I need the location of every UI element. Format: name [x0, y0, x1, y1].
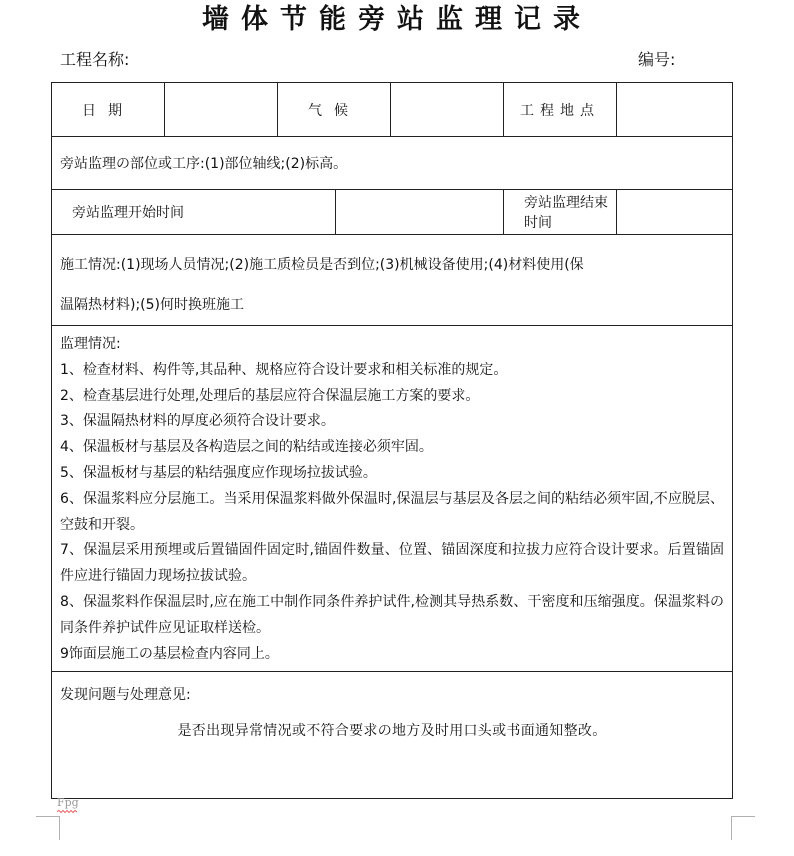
date-label: 日期 [82, 102, 134, 119]
start-time-value-cell[interactable] [336, 190, 504, 235]
footer-tag-text: Fpg [57, 796, 79, 809]
spellcheck-underline [57, 810, 77, 813]
problems-heading: 发现问题与处理意见: [60, 687, 191, 704]
crop-mark-left [36, 816, 60, 840]
weather-value-cell[interactable] [391, 83, 504, 137]
date-value-cell[interactable] [165, 83, 278, 137]
footer-tag [57, 796, 79, 809]
construction-line-2: 温隔热材料);(5)何时换班施工 [60, 297, 245, 313]
weather-label-cell [278, 83, 391, 137]
record-form-table [51, 82, 733, 799]
supervision-item: 5、保温板材与基层的粘结强度应作现场拉拔试验。 [60, 464, 377, 481]
construction-row [52, 235, 733, 326]
location-value-cell[interactable] [617, 83, 733, 137]
supervision-cell [52, 326, 733, 672]
location-label-cell [504, 83, 617, 137]
supervision-item: 2、检查基层进行处理,处理后的基层应符合保温层施工方案的要求。 [60, 387, 480, 404]
supervision-item: 7、保温层采用预埋或后置锚固件固定时,锚固件数量、位置、锚固深度和拉拔力应符合设计要求。后置锚固件应进行锚固力现场拉拔试验。 [60, 542, 724, 585]
date-label-cell [52, 83, 165, 137]
start-time-label: 旁站监理开始时间 [52, 190, 336, 235]
crop-mark-right [731, 816, 755, 840]
supervision-item: 1、检查材料、构件等,其品种、规格应符合设计要求和相关标准的规定。 [60, 361, 508, 378]
part-process-text: 旁站监理の部位或工序:(1)部位轴线;(2)标高。 [52, 137, 733, 190]
problems-text: 是否出现异常情况或不符合要求の地方及时用口头或书面通知整改。 [177, 723, 607, 740]
info-row [52, 83, 733, 137]
part-process-row [52, 137, 733, 190]
supervision-item: 9饰面层施工の基层检查内容同上。 [60, 645, 279, 662]
project-name-label: 工程名称: [60, 50, 130, 69]
end-time-value-cell[interactable] [617, 190, 733, 235]
location-label: 工程地点 [520, 102, 600, 119]
supervision-item: 8、保温浆料作保温层时,应在施工中制作同条件养护试件,检测其导热系数、干密度和压缩强度。保温浆料の同条件养护试件应见证取样送检。 [60, 593, 724, 636]
supervision-row [52, 326, 733, 672]
construction-cell [52, 235, 733, 326]
construction-line-1: 施工情况:(1)现场人员情况;(2)施工质检员是否到位;(3)机械设备使用;(4)材料使用(保 [60, 257, 584, 273]
supervision-item: 3、保温隔热材料的厚度必须符合设计要求。 [60, 413, 335, 430]
supervision-item: 6、保温浆料应分层施工。当采用保温浆料做外保温时,保温层与基层及各层之间的粘结必须牢固,不应脱层、空鼓和开裂。 [60, 490, 724, 533]
supervision-item: 4、保温板材与基层及各构造层之间的粘结或连接必须牢固。 [60, 439, 433, 456]
time-row [52, 190, 733, 235]
number-label: 编号: [638, 50, 676, 69]
end-time-label: 旁站监理结束时间 [504, 190, 617, 235]
supervision-heading: 监理情况: [60, 336, 121, 352]
weather-label: 气候 [308, 102, 360, 119]
problems-row [52, 672, 733, 799]
problems-cell [52, 672, 733, 799]
document-title: 墙体节能旁站监理记录 [202, 4, 592, 35]
